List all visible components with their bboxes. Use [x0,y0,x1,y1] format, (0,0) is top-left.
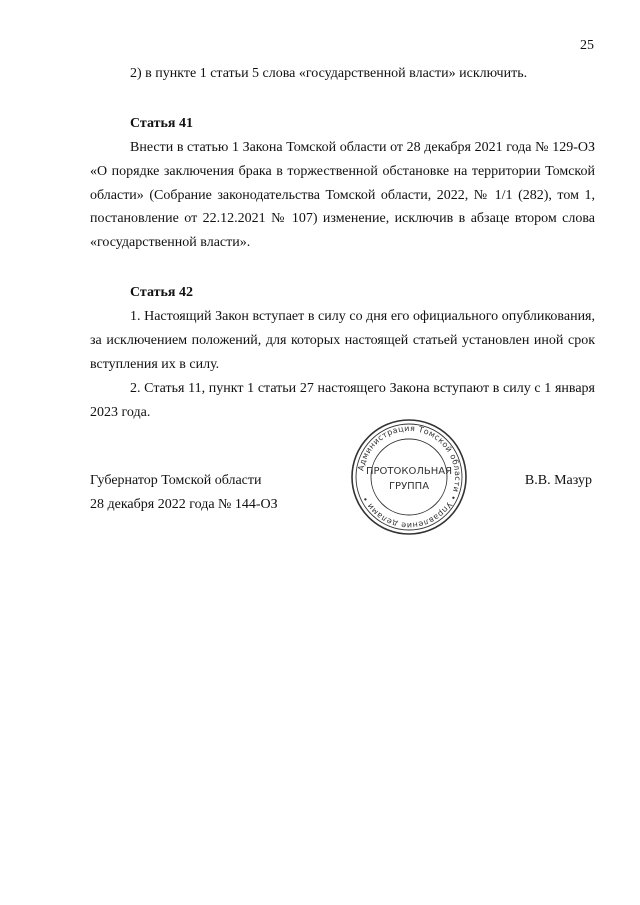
article-41-heading: Статья 41 [130,116,193,131]
article-42-heading: Статья 42 [130,285,193,300]
article-42-item-2: 2. Статья 11, пункт 1 статьи 27 настоящего Закона вступают в силу с 1 января 2023 года. [90,381,595,420]
svg-text:ПРОТОКОЛЬНАЯ: ПРОТОКОЛЬНАЯ [365,466,453,477]
svg-text:Администрация Томской области: Администрация Томской области • Управление делами • [356,423,463,531]
svg-text:ГРУППА: ГРУППА [388,481,430,492]
article-42-item-1: 1. Настоящий Закон вступает в силу со дня его официального опубликования, за исключением положений, для которых настоящей статьей установлен иной срок вступления их в силу. [90,309,595,372]
governor-title: Губернатор Томской области [90,473,262,488]
governor-name: В.В. Мазур [524,473,592,488]
official-seal-stamp [350,418,468,536]
page-number: 25 [580,38,594,53]
seal-graphic [350,418,468,536]
paragraph-item-2: 2) в пункте 1 статьи 5 слова «государственной власти» исключить. [130,66,528,81]
article-41-body: Внести в статью 1 Закона Томской области от 28 декабря 2021 года № 129-ОЗ «О порядке заключения брака в торжественной обстановке на территории Томской области» (Собрание законодательства Томской области, 2022, № 1/1 (282), том 1, постановление от 22.12.2021 № 107) изменение, исключив в абзаце втором слова «государственной власти». [90,140,595,251]
law-date-number: 28 декабря 2022 года № 144-ОЗ [90,497,278,512]
